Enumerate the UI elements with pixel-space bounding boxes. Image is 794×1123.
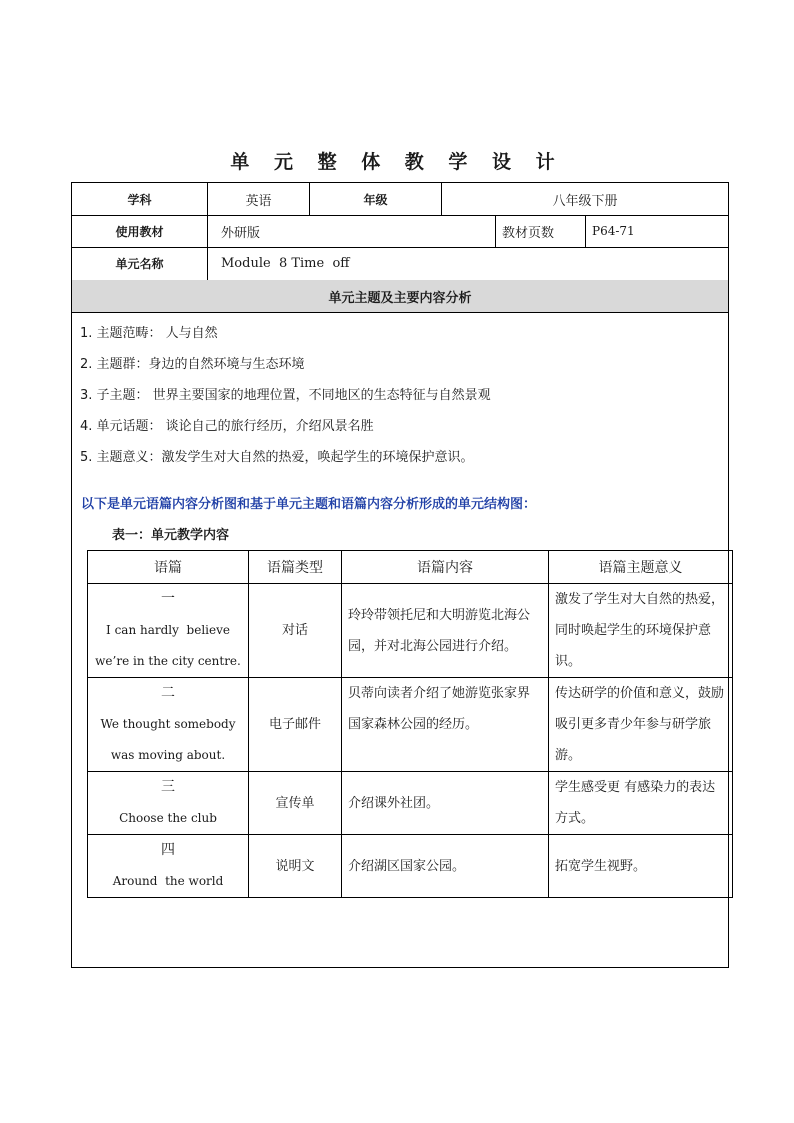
table-row	[88, 835, 733, 898]
textbook-value: 外研版	[208, 215, 496, 247]
theme-point: 5. 主题意义：激发学生对大自然的热爱，唤起学生的环境保护意识。	[80, 450, 474, 465]
content-table	[87, 550, 733, 898]
header-meaning: 语篇主题意义	[549, 551, 733, 584]
design-form	[71, 182, 729, 968]
text-number: 四	[161, 842, 175, 858]
content-cell: 贝蒂向读者介绍了她游览张家界国家森林公园的经历。	[342, 678, 549, 772]
info-row-textbook	[72, 215, 728, 248]
grade-value: 八年级下册	[552, 193, 618, 209]
table-row	[88, 772, 733, 835]
text-cell	[88, 772, 249, 835]
text-number: 三	[161, 779, 175, 795]
text-cell	[88, 678, 249, 772]
page-title: 单 元 整 体 教 学 设 计	[230, 151, 564, 173]
content-cell: 玲玲带领托尼和大明游览北海公园，并对北海公园进行介绍。	[342, 584, 549, 678]
text-title-line: we’re in the city centre.	[95, 654, 241, 668]
type-cell: 宣传单	[249, 772, 342, 835]
text-cell	[88, 835, 249, 898]
header-content: 语篇内容	[342, 551, 549, 584]
meaning-cell: 拓宽学生视野。	[549, 835, 733, 898]
unit-value: Module 8 Time off	[221, 256, 350, 271]
theme-point: 2. 主题群：身边的自然环境与生态环境	[80, 357, 305, 372]
unit-label: 单元名称	[72, 247, 208, 280]
text-title-line: Choose the club	[119, 811, 217, 825]
meaning-cell: 激发了学生对大自然的热爱，同时唤起学生的环境保护意识。	[549, 584, 733, 678]
textbook-label: 使用教材	[72, 215, 208, 247]
text-number: 二	[161, 685, 175, 701]
header-type: 语篇类型	[249, 551, 342, 584]
theme-point: 3. 子主题： 世界主要国家的地理位置，不同地区的生态特征与自然景观	[80, 388, 491, 403]
subject-value: 英语	[208, 183, 310, 215]
theme-points	[80, 318, 720, 473]
type-cell: 对话	[249, 584, 342, 678]
text-title-line: Around the world	[112, 874, 224, 888]
section-title: 单元主题及主要内容分析	[72, 280, 728, 313]
pages-value: P64-71	[592, 224, 635, 238]
meaning-cell: 传达研学的价值和意义，鼓励吸引更多青少年参与研学旅游。	[549, 678, 733, 772]
grade-label: 年级	[310, 183, 442, 215]
intro-text: 以下是单元语篇内容分析图和基于单元主题和语篇内容分析形成的单元结构图：	[81, 497, 537, 512]
table-header-row	[88, 551, 733, 584]
theme-point: 1. 主题范畴： 人与自然	[80, 326, 218, 341]
text-title-line: We thought somebody	[100, 717, 236, 731]
subject-label: 学科	[72, 183, 208, 215]
content-cell: 介绍课外社团。	[342, 772, 549, 835]
type-cell: 电子邮件	[249, 678, 342, 772]
type-cell: 说明文	[249, 835, 342, 898]
meaning-cell: 学生感受更 有感染力的表达方式。	[549, 772, 733, 835]
content-cell: 介绍湖区国家公园。	[342, 835, 549, 898]
theme-point: 4. 单元话题： 谈论自己的旅行经历，介绍风景名胜	[80, 419, 374, 434]
pages-label: 教材页数	[496, 215, 586, 247]
table-row	[88, 678, 733, 772]
table-row	[88, 584, 733, 678]
header-text: 语篇	[88, 551, 249, 584]
text-number: 一	[161, 591, 175, 607]
text-title-line: was moving about.	[110, 748, 226, 762]
table-caption: 表一：单元教学内容	[112, 528, 230, 543]
text-cell	[88, 584, 249, 678]
info-row-subject	[72, 183, 728, 216]
text-title-line: I can hardly believe	[106, 623, 230, 637]
info-row-unit	[72, 247, 728, 281]
